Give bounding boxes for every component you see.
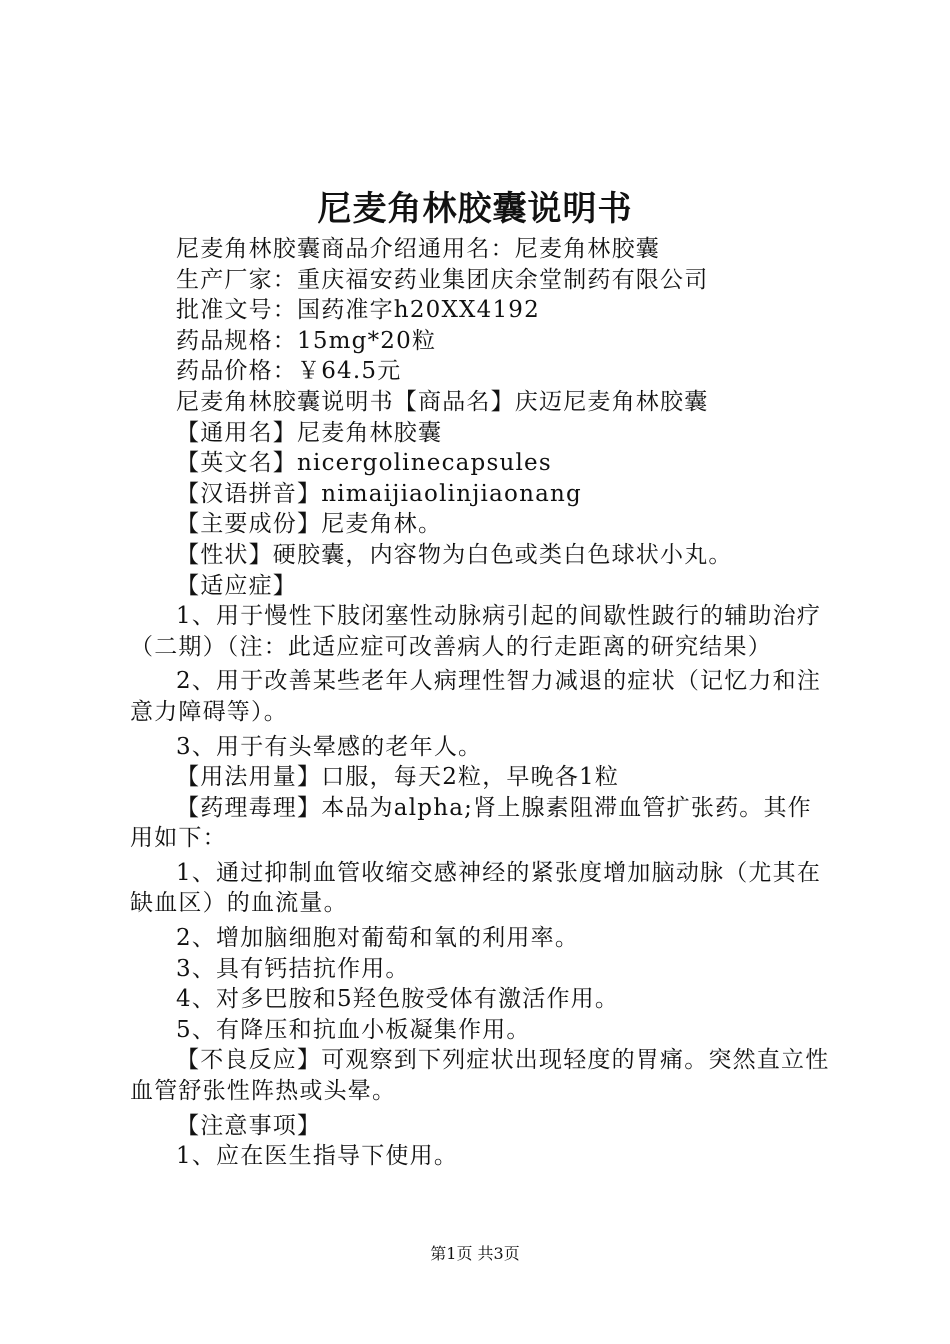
paragraph-precaution-1: 1、应在医生指导下使用。 <box>176 1143 459 1170</box>
paragraph-effect-1: 1、通过抑制血管收缩交感神经的紧张度增加脑动脉（尤其在缺血区）的血流量。 <box>130 859 822 917</box>
paragraph-pinyin: 【汉语拼音】nimaijiaolinjiaonang <box>176 480 582 507</box>
paragraph-generic-name: 【通用名】尼麦角林胶囊 <box>176 419 443 446</box>
paragraph-effect-3: 3、具有钙拮抗作用。 <box>176 955 410 982</box>
paragraph-effect-4: 4、对多巴胺和5羟色胺受体有激活作用。 <box>176 986 620 1013</box>
paragraph-effect-5: 5、有降压和抗血小板凝集作用。 <box>176 1016 531 1043</box>
paragraph-precautions-heading: 【注意事项】 <box>176 1112 322 1139</box>
paragraph-manufacturer: 生产厂家：重庆福安药业集团庆余堂制药有限公司 <box>176 266 709 293</box>
document-body <box>130 234 832 1172</box>
paragraph-approval-number: 批准文号：国药准字h20XX4192 <box>176 297 540 324</box>
paragraph-brand-name: 尼麦角林胶囊说明书【商品名】庆迈尼麦角林胶囊 <box>176 388 709 415</box>
paragraph-english-name: 【英文名】nicergolinecapsules <box>176 450 552 477</box>
paragraph-price: 药品价格：￥64.5元 <box>176 358 402 385</box>
paragraph-effect-2: 2、增加脑细胞对葡萄和氧的利用率。 <box>176 925 580 952</box>
page-footer: 第1页 共3页 <box>430 1244 520 1263</box>
paragraph-indication-3: 3、用于有头晕感的老年人。 <box>176 733 483 760</box>
paragraph-specification: 药品规格：15mg*20粒 <box>176 327 437 354</box>
paragraph-indication-1: 1、用于慢性下肢闭塞性动脉病引起的间歇性跛行的辅助治疗（二期）（注：此适应症可改善病人的行走距离的研究结果） <box>130 603 822 660</box>
paragraph-intro: 尼麦角林胶囊商品介绍通用名：尼麦角林胶囊 <box>176 236 660 262</box>
paragraph-indications-heading: 【适应症】 <box>176 572 297 599</box>
paragraph-adverse-reactions: 【不良反应】可观察到下列症状出现轻度的胃痛。突然直立性血管舒张性阵热或头晕。 <box>130 1047 830 1105</box>
paragraph-pharmacology: 【药理毒理】本品为alpha;肾上腺素阻滞血管扩张药。其作用如下： <box>130 794 812 852</box>
paragraph-dosage: 【用法用量】口服，每天2粒，早晚各1粒 <box>176 764 620 791</box>
paragraph-indication-2: 2、用于改善某些老年人病理性智力减退的症状（记忆力和注意力障碍等）。 <box>130 668 822 725</box>
document-title: 尼麦角林胶囊说明书 <box>317 189 633 229</box>
paragraph-description: 【性状】硬胶囊，内容物为白色或类白色球状小丸。 <box>176 541 733 568</box>
paragraph-ingredients: 【主要成份】尼麦角林。 <box>176 511 443 538</box>
